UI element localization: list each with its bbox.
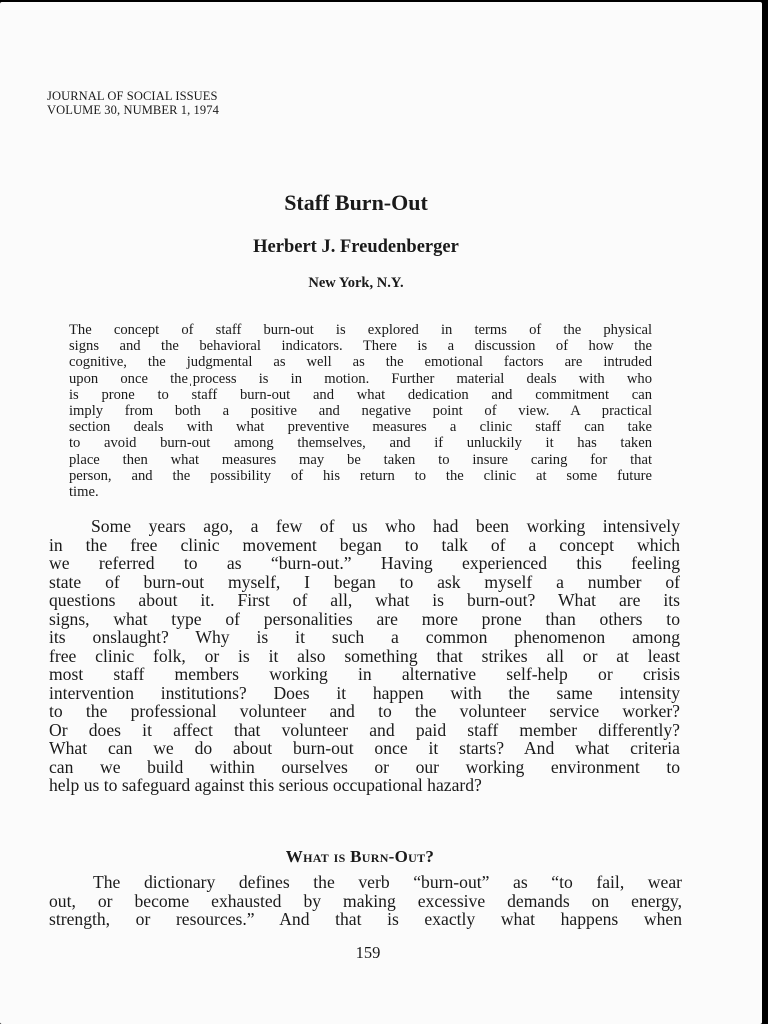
abstract-line: upon once theˌprocess is in motion. Further material deals with who	[69, 370, 652, 387]
paragraph-line: its onslaught? Why is it such a common phenomenon among	[49, 627, 680, 647]
abstract-line: time.	[69, 484, 99, 501]
abstract-line: is prone to staff burn-out and what dedication and commitment can	[69, 386, 652, 403]
paragraph-line: What can we do about burn-out once it starts? And what criteria	[49, 738, 680, 758]
section-heading: What is Burn-Out?	[285, 847, 435, 866]
journal-page	[0, 2, 762, 1024]
paragraph-line: help us to safeguard against this serious occupational hazard?	[49, 775, 482, 795]
paragraph-line: to the professional volunteer and to the volunteer service worker?	[49, 701, 680, 721]
paragraph-line: strength, or resources.” And that is exactly what happens when	[49, 909, 682, 929]
paragraph-line: state of burn-out myself, I began to ask myself a number of	[49, 571, 680, 592]
introduction-paragraph	[49, 517, 680, 795]
paragraph-line: Some years ago, a few of us who had been working intensively	[91, 516, 680, 536]
abstract-line: signs and the behavioral indicators. There is a discussion of how the	[69, 338, 652, 355]
abstract-line: to avoid burn-out among themselves, and if unluckily it has taken	[69, 435, 652, 452]
paragraph-line: The dictionary defines the verb “burn-out” as “to fail, wear	[93, 872, 682, 892]
journal-name: JOURNAL OF SOCIAL ISSUES	[47, 89, 218, 103]
paragraph-line: out, or become exhausted by making excessive demands on energy,	[49, 890, 682, 911]
abstract-line: person, and the possibility of his return to the clinic at some future	[69, 467, 652, 484]
paragraph-line: in the free clinic movement began to talk of a concept which	[49, 534, 680, 555]
paragraph-line: we referred to as “burn-out.” Having experienced this feeling	[49, 553, 680, 573]
article-author: Herbert J. Freudenberger	[253, 237, 459, 257]
paragraph-line: intervention institutions? Does it happen with the same intensity	[49, 682, 680, 703]
author-location: New York, N.Y.	[308, 275, 404, 291]
journal-header	[47, 89, 219, 117]
paragraph-line: most staff members working in alternative self-help or crisis	[49, 664, 680, 684]
abstract-line: section deals with what preventive measures a clinic staff can take	[69, 419, 652, 436]
paragraph-line: signs, what type of personalities are more prone than others to	[49, 608, 680, 629]
article-title: Staff Burn-Out	[284, 190, 428, 215]
abstract-line: imply from both a positive and negative point of view. A practical	[69, 403, 652, 420]
abstract-line: cognitive, the judgmental as well as the emotional factors are intruded	[69, 354, 652, 371]
abstract-line: place then what measures may be taken to insure caring for that	[69, 451, 652, 468]
abstract	[69, 322, 652, 500]
page-number: 159	[355, 943, 381, 962]
abstract-line: The concept of staff burn-out is explored in terms of the physical	[69, 322, 652, 338]
journal-volume: VOLUME 30, NUMBER 1, 1974	[47, 103, 219, 117]
paragraph-line: can we build within ourselves or our working environment to	[49, 756, 680, 777]
paragraph-line: questions about it. First of all, what is burn-out? What are its	[49, 590, 680, 610]
definition-paragraph	[49, 873, 682, 929]
paragraph-line: free clinic folk, or is it also something that strikes all or at least	[49, 645, 680, 666]
paragraph-line: Or does it affect that volunteer and paid staff member differently?	[49, 719, 680, 740]
